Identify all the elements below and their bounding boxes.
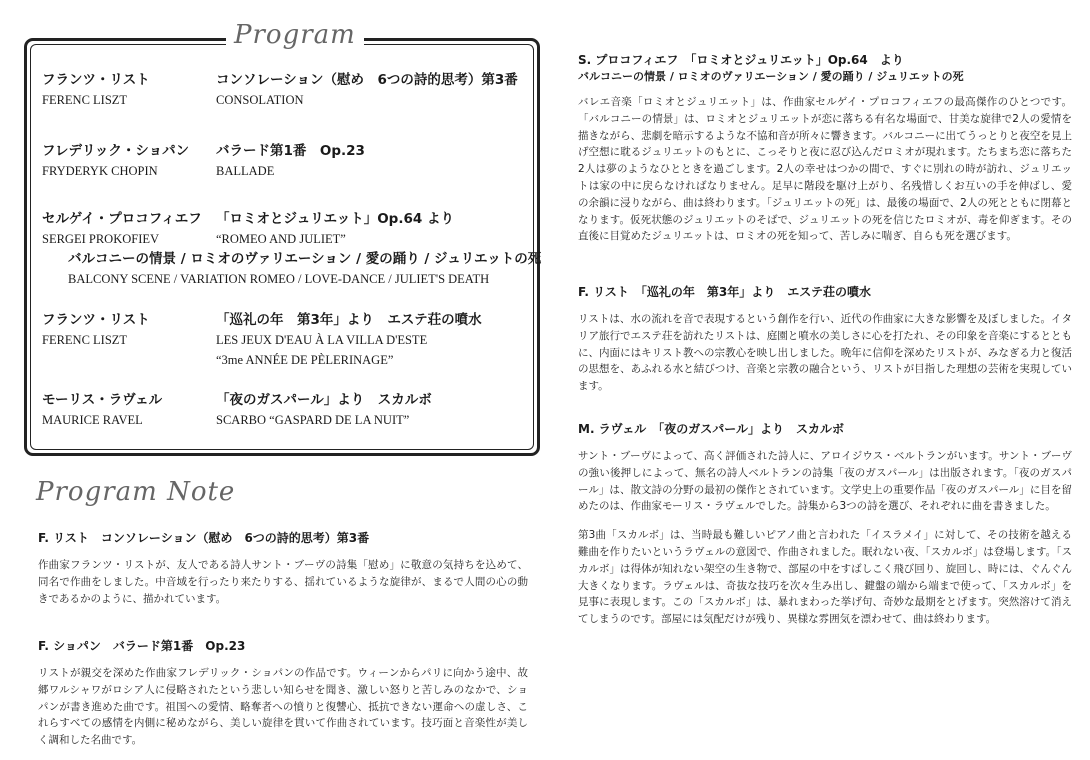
note-title: M. ラヴェル 「夜のガスパール」より スカルボ [578,422,844,436]
note-body: バレエ音楽「ロミオとジュリエット」は、作曲家セルゲイ・プロコフィエフの最高傑作のひとつです。「バルコニーの情景」は、ロミオとジュリエットが恋に落ちる有名な場面で、甘美な旋律で2人の愛情を描きながら、悲劇を暗示するような不協和音が所々に響きます。バルコニーに出てうっとりと夜空を見上げ空想に耽るジュリエットのもとに、こっそりと夜に忍び込んだロミオが現れます。たちまち恋に落ちた2人は夢のようなひとときを過ごします。2人の幸せはつかの間で、すぐに別れの時が訪れ、ジュリエットは家の中に戻らなければなりません。足早に階段を駆け上がり、名残惜しくお互いの手を伸ばし、愛の余韻に浸りながら、曲は終わります。「ジュリエットの死」は、最後の場面で、2人の死とともに閉幕となります。仮死状態のジュリエットのそばで、ジュリエットの死を信じたロミオが、毒を仰ぎます。その直後に目覚めたジュリエットは、ロミオの死を知って、苦しみに喘ぎ、自らも死を選びます。 [578,96,1072,243]
note-subtitle: バルコニーの情景 / ロミオのヴァリエーション / 愛の踊り / ジュリエットの死 [578,70,964,83]
note-title: F. ショパン バラード第1番 Op.23 [38,639,246,653]
note-liszt-consolation [38,529,528,607]
work-jp: コンソレーション（慰め 6つの詩的思考）第3番 [216,72,518,88]
note-title: F. リスト 「巡礼の年 第3年」より エステ荘の噴水 [578,285,872,299]
program-entry-liszt-consolation [42,70,532,110]
note-body-2: 第3曲「スカルボ」は、当時最も難しいピアノ曲と言われた「イスラメイ」に対して、その技術を越える難曲を作りたいというラヴェルの意図で、作曲されました。眠れない夜、「スカルボ」は登場します。「スカルボ」は得体が知れない架空の生き物で、部屋の中をすばしこく飛び回り、旋回し、時には、ぐんぐん大きくなります。ラヴェルは、奇抜な技巧を次々生み出し、鍵盤の端から端まで使って、「スカルボ」を見事に表現します。この「スカルボ」は、暴れまわった挙げ句、奇妙な最期をとげます。突然溶けて消えてしまうのです。部屋には気配だけが残り、異様な雰囲気を漂わせて、曲は終わります。 [578,529,1072,626]
note-title: F. リスト コンソレーション（慰め 6つの詩的思考）第3番 [38,531,370,545]
work-jp: バラード第1番 Op.23 [216,143,365,159]
composer-en: FERENC LISZT [42,93,128,107]
note-body: リストが親交を深めた作曲家フレデリック・ショパンの作品です。ウィーンからパリに向かう途中、故郷ワルシャワがロシア人に侵略されたという悲しい知らせを聞き、激しい怒りと苦しみのなかで、ショパンが書き進めた曲です。祖国への愛情、略奪者への憤りと復讐心、抵抗できない運命への虚しさ、これらすべての感情を内側に秘めながら、美しい旋律を貫いて作曲されています。技巧面と音楽性が美しく調和した名曲です。 [38,667,528,747]
note-liszt-este [578,283,1072,395]
composer-jp: フランツ・リスト [42,72,150,88]
composer-en: SERGEI PROKOFIEV [42,232,160,246]
note-ravel [578,420,1072,628]
note-title: S. プロコフィエフ 「ロミオとジュリエット」Op.64 より [578,53,904,67]
note-body: 作曲家フランツ・リストが、友人である詩人サント・ブーヴの詩集「慰め」に敬意の気持ちを込めて、同名で作曲をしました。中音域を行ったり来たりする、揺れているような旋律が、まるで人間の心の動きであるかのように、描かれています。 [38,559,528,605]
composer-en: FERENC LISZT [42,333,128,347]
program-entry-chopin [42,141,532,181]
composer-jp: モーリス・ラヴェル [42,392,163,408]
program-note-heading: Program Note [28,477,243,507]
work-en-subtitle: “3me ANNÉE DE PÈLERINAGE” [216,353,394,367]
movements-jp: バルコニーの情景 / ロミオのヴァリエーション / 愛の踊り / ジュリエットの死 [68,251,542,267]
program-entry-ravel [42,390,532,430]
work-jp: 「ロミオとジュリエット」Op.64 より [216,211,454,227]
program-entry-liszt-este [42,310,532,370]
program-entry-prokofiev [42,209,542,289]
note-prokofiev [578,51,1072,245]
work-en: BALLADE [216,164,275,178]
work-jp: 「夜のガスパール」より スカルボ [216,392,432,408]
composer-jp: フレデリック・ショパン [42,143,190,159]
work-en: LES JEUX D'EAU À LA VILLA D'ESTE [216,333,428,347]
work-en: CONSOLATION [216,93,304,107]
composer-en: MAURICE RAVEL [42,413,143,427]
composer-jp: セルゲイ・プロコフィエフ [42,211,202,227]
note-body-1: サント・ブーヴによって、高く評価された詩人に、アロイジウス・ベルトランがいます。サント・ブーヴの強い後押しによって、無名の詩人ベルトランの詩集「夜のガスパール」は出版されます。「夜のガスパール」は、散文詩の分野の最初の傑作とされています。文学史上の重要作品「夜のガスパール」に目を留めたのは、作曲家モーリス・ラヴェルでした。詩集から3つの詩を選び、それぞれに曲を書きました。 [578,450,1072,513]
program-heading: Program [226,20,364,50]
composer-en: FRYDERYK CHOPIN [42,164,158,178]
note-chopin [38,637,528,749]
work-en: SCARBO “GASPARD DE LA NUIT” [216,413,410,427]
note-body: リストは、水の流れを音で表現するという創作を行い、近代の作曲家に大きな影響を及ぼしました。イタリア旅行でエステ荘を訪れたリストは、庭園と噴水の美しさに心を打たれ、その印象を音楽にするとともに、内面にはキリスト教への宗教心を映し出しました。晩年に信仰を深めたリストが、みなぎる力と復活の思想を、あふれる水と結びつけ、音楽と宗教の融合という、リストが目指した理想の芸術を実現しています。 [578,313,1072,393]
movements-en: BALCONY SCENE / VARIATION ROMEO / LOVE-DANCE / JULIET'S DEATH [68,272,490,286]
work-jp: 「巡礼の年 第3年」より エステ荘の噴水 [216,312,482,328]
composer-jp: フランツ・リスト [42,312,150,328]
work-en: “ROMEO AND JULIET” [216,232,346,246]
